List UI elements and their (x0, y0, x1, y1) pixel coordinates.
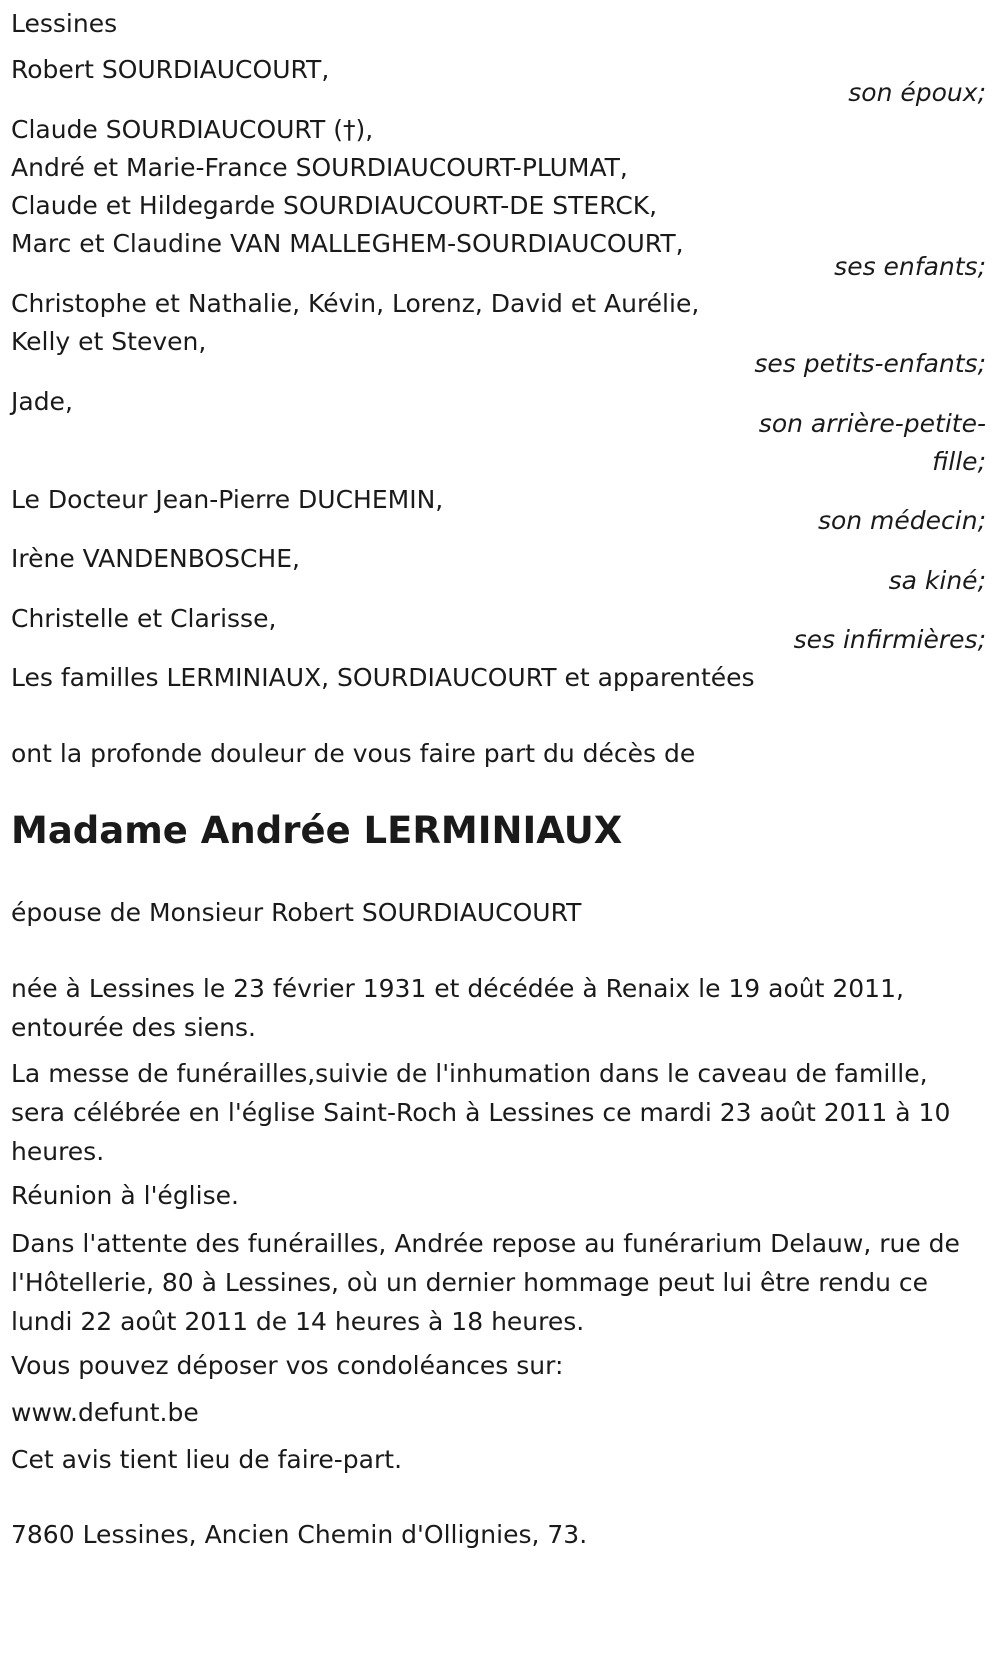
role-nurses: ses infirmières; (793, 625, 986, 654)
family-member-grandchildren: Christophe et Nathalie, Kévin, Lorenz, David et Aurélie, (11, 289, 700, 318)
doctor: Le Docteur Jean-Pierre DUCHEMIN, (11, 485, 444, 514)
deceased-name: Madame Andrée LERMINIAUX (11, 809, 623, 852)
role-spouse: son époux; (848, 78, 986, 107)
notice-line: Cet avis tient lieu de faire-part. (11, 1445, 403, 1474)
meeting-line: Réunion à l'église. (11, 1181, 239, 1210)
birth-death-paragraph: née à Lessines le 23 février 1931 et décédée à Renaix le 19 août 2011, entourée des siens. (11, 974, 904, 1042)
condolences-website-link[interactable]: www.defunt.be (11, 1398, 199, 1427)
related-families: Les familles LERMINIAUX, SOURDIAUCOURT et apparentées (11, 663, 755, 692)
role-physiotherapist: sa kiné; (888, 566, 986, 595)
city-heading: Lessines (11, 9, 118, 38)
physiotherapist: Irène VANDENBOSCHE, (11, 544, 300, 573)
family-member-spouse: Robert SOURDIAUCOURT, (11, 55, 330, 84)
spouse-line: épouse de Monsieur Robert SOURDIAUCOURT (11, 898, 582, 927)
nurses: Christelle et Clarisse, (11, 604, 277, 633)
role-great-grandchild-line2: fille; (932, 447, 986, 476)
address-line: 7860 Lessines, Ancien Chemin d'Ollignies, 73. (11, 1520, 588, 1549)
family-member-great-grandchild: Jade, (11, 387, 73, 416)
family-member-child: Claude et Hildegarde SOURDIAUCOURT-DE STERCK, (11, 191, 658, 220)
funeral-paragraph: La messe de funérailles,suivie de l'inhumation dans le caveau de famille, sera célébrée en l'église Saint-Roch à Lessines ce mardi 23 août 2011 à 10 heures. (11, 1059, 951, 1166)
family-member-child: Marc et Claudine VAN MALLEGHEM-SOURDIAUCOURT, (11, 229, 684, 258)
family-member-child: André et Marie-France SOURDIAUCOURT-PLUMAT, (11, 153, 628, 182)
family-member-child: Claude SOURDIAUCOURT (†), (11, 115, 374, 144)
role-great-grandchild-line1: son arrière-petite- (758, 409, 986, 438)
role-doctor: son médecin; (817, 506, 986, 535)
announcement-text: ont la profonde douleur de vous faire part du décès de (11, 739, 696, 768)
family-member-grandchildren: Kelly et Steven, (11, 327, 207, 356)
role-grandchildren: ses petits-enfants; (754, 349, 986, 378)
role-children: ses enfants; (834, 252, 986, 281)
condolences-line: Vous pouvez déposer vos condoléances sur: (11, 1351, 564, 1380)
visitation-paragraph: Dans l'attente des funérailles, Andrée repose au funérarium Delauw, rue de l'Hôtellerie, 80 à Lessines, où un dernier hommage peut lui être rendu ce lundi 22 août 2011 de 14 heures à 18 heures. (11, 1229, 960, 1336)
